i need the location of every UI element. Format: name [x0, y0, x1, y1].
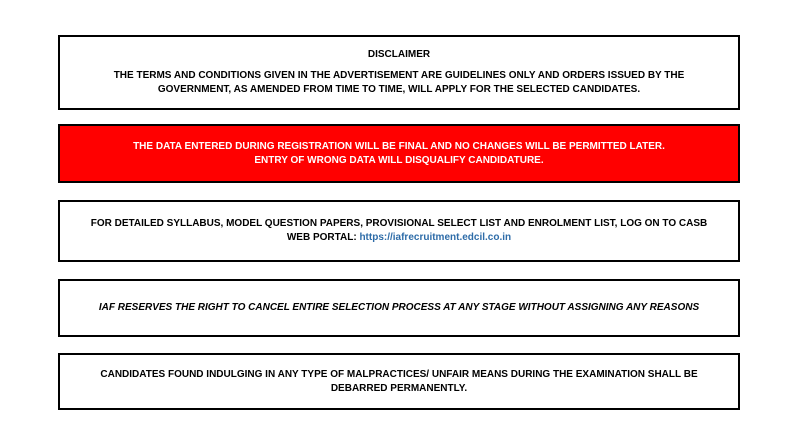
registration-warning-box: [58, 124, 740, 183]
disclaimer-line-2: GOVERNMENT, AS AMENDED FROM TIME TO TIME, WILL APPLY FOR THE SELECTED CANDIDATES.: [157, 84, 641, 95]
disclaimer-heading: DISCLAIMER: [367, 49, 431, 60]
malpractice-line-1: CANDIDATES FOUND INDULGING IN ANY TYPE OF MALPRACTICES/ UNFAIR MEANS DURING THE EXAMINATION SHALL BE: [100, 368, 698, 380]
syllabus-line-2: [287, 231, 511, 245]
malpractice-line-2: DEBARRED PERMANENTLY.: [330, 382, 468, 394]
warning-line-1: THE DATA ENTERED DURING REGISTRATION WILL BE FINAL AND NO CHANGES WILL BE PERMITTED LATER.: [133, 140, 665, 152]
disclaimer-box: [58, 35, 740, 110]
reserve-rights-box: [58, 279, 740, 337]
syllabus-info-box: [58, 200, 740, 262]
reserve-text: IAF RESERVES THE RIGHT TO CANCEL ENTIRE SELECTION PROCESS AT ANY STAGE WITHOUT ASSIGNING ANY REASONS: [98, 302, 700, 313]
warning-line-2: ENTRY OF WRONG DATA WILL DISQUALIFY CANDIDATURE.: [254, 154, 544, 166]
malpractice-notice-box: [58, 353, 740, 410]
disclaimer-line-1: THE TERMS AND CONDITIONS GIVEN IN THE ADVERTISEMENT ARE GUIDELINES ONLY AND ORDERS ISSUED BY THE: [113, 70, 685, 81]
syllabus-line-1: FOR DETAILED SYLLABUS, MODEL QUESTION PAPERS, PROVISIONAL SELECT LIST AND ENROLMENT LIST, LOG ON TO CASB: [90, 218, 708, 229]
casb-portal-link[interactable]: https://iafrecruitment.edcil.co.in: [359, 232, 512, 243]
web-portal-label: WEB PORTAL:: [286, 232, 357, 243]
